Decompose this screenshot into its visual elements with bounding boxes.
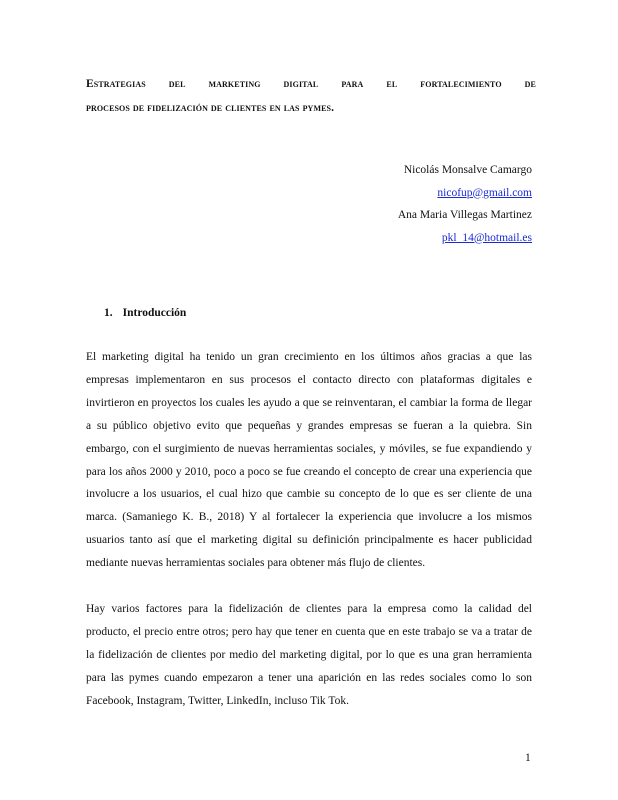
author-block (398, 159, 532, 249)
paper-title-line-2: procesos de fidelización de clientes en las pymes. (86, 102, 335, 114)
paragraph-2: Hay varios factores para la fidelización de clientes para la empresa como la calidad del producto, el precio entre otros; pero hay que tener en cuenta que en este trabajo se va a tratar de la fidelización de clientes por medio del marketing digital, por lo que es una gran herramienta para las pymes cuando empezaron a tener una aparición en las redes sociales como lo son Facebook, Instagram, Twitter, LinkedIn, incluso Tik Tok. (86, 603, 532, 707)
section-number: 1. (104, 307, 113, 319)
author-name-2: Ana Maria Villegas Martinez (397, 209, 532, 221)
paper-title-line-1: Estrategias del marketing digital para el fortalecimiento de (86, 78, 536, 90)
page-number: 1 (525, 752, 531, 764)
section-heading (104, 307, 186, 319)
section-title: Introducción (122, 307, 187, 319)
author-email-link-2[interactable]: pkl_14@hotmail.es (441, 231, 532, 244)
author-name-1: Nicolás Monsalve Camargo (403, 164, 532, 176)
author-email-link-1[interactable]: nicofup@gmail.com (437, 186, 532, 199)
paragraph-1: El marketing digital ha tenido un gran crecimiento en los últimos años gracias a que las empresas implementaron en sus procesos el contacto directo con plataformas digitales e invirtieron en proyectos los cuales les ayudo a que se reinventaran, el cambiar la forma de llegar a su público objetivo evito que pequeñas y grandes empresas se fueran a la quiebra. Sin embargo, con el surgimiento de nuevas herramientas sociales, y móviles, se fue expandiendo y para los años 2000 y 2010, poco a poco se fue creando el concepto de crear una experiencia que involucre a los usuarios, el cual hizo que cambie su concepto de lo que es ser cliente de una marca. (Samaniego K. B., 2018) Y al fortalecer la experiencia que involucre a los mismos usuarios tanto así que el marketing digital su definición principalmente es hacer publicidad mediante nuevas herramientas sociales para obtener más flujo de clientes. (86, 351, 532, 570)
paper-title (86, 72, 536, 120)
